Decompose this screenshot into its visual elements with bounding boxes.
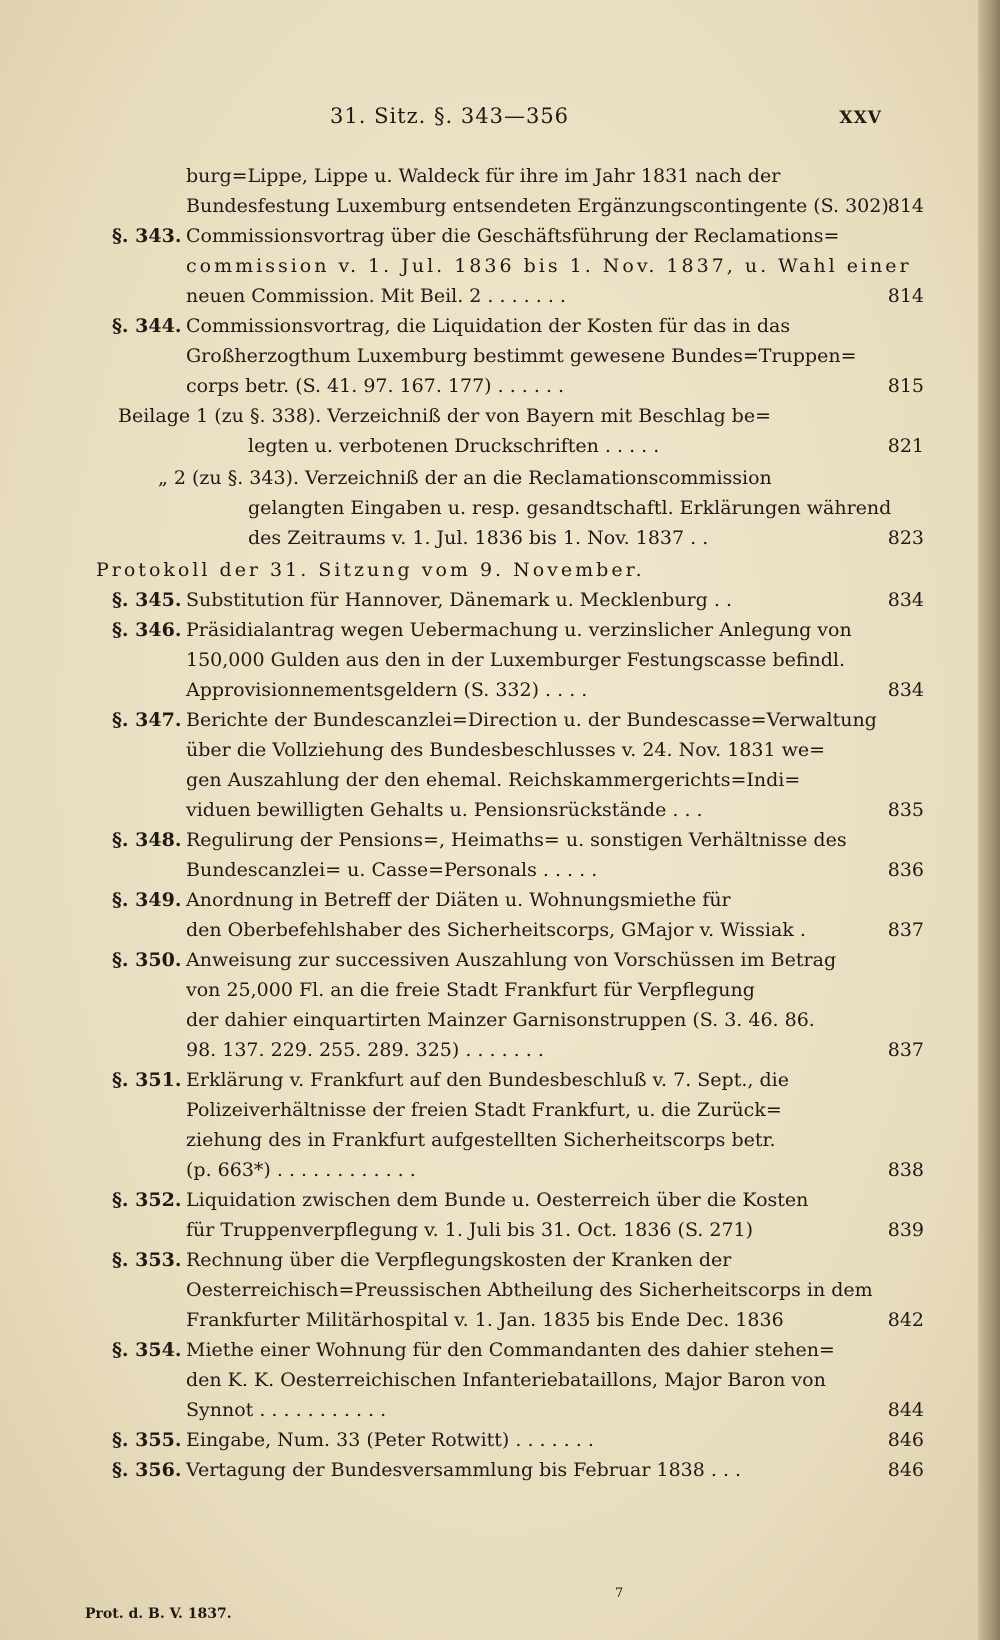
page-number: 815 bbox=[887, 375, 924, 397]
section-number: §. 347. bbox=[112, 709, 182, 731]
entry-text: Bundescanzlei= u. Casse=Personals . . . . . bbox=[186, 859, 598, 881]
entry-text: Approvisionnementsgeldern (S. 332) . . . . bbox=[186, 679, 588, 701]
entry-text: Protokoll der 31. Sitzung vom 9. November. bbox=[96, 559, 645, 581]
page-number: 835 bbox=[887, 799, 924, 821]
entry-text: Vertagung der Bundesversammlung bis Februar 1838 . . . bbox=[186, 1459, 742, 1481]
page-number: 837 bbox=[887, 919, 924, 941]
page-number: 842 bbox=[887, 1309, 924, 1331]
entry-text: Erklärung v. Frankfurt auf den Bundesbeschluß v. 7. Sept., die bbox=[186, 1069, 789, 1091]
entry-text: Synnot . . . . . . . . . . . bbox=[186, 1399, 387, 1421]
entry-text: Regulirung der Pensions=, Heimaths= u. sonstigen Verhältnisse des bbox=[186, 829, 847, 851]
page-number: 846 bbox=[887, 1459, 924, 1481]
running-header bbox=[0, 104, 1000, 136]
entry-text: über die Vollziehung des Bundesbeschlusses v. 24. Nov. 1831 we= bbox=[186, 739, 826, 761]
section-number: §. 356. bbox=[112, 1459, 182, 1481]
entry-text: (p. 663*) . . . . . . . . . . . . bbox=[186, 1159, 416, 1181]
page-number: 834 bbox=[887, 679, 924, 701]
page-number: 823 bbox=[887, 527, 924, 549]
section-number: §. 349. bbox=[112, 889, 182, 911]
entry-text: Großherzogthum Luxemburg bestimmt gewesene Bundes=Truppen= bbox=[186, 345, 857, 367]
entry-text: 150,000 Gulden aus den in der Luxemburger Festungscasse befindl. bbox=[186, 649, 846, 671]
entry-text: corps betr. (S. 41. 97. 167. 177) . . . . . . bbox=[186, 375, 565, 397]
entry-text: 98. 137. 229. 255. 289. 325) . . . . . . . bbox=[186, 1039, 544, 1061]
section-number: §. 355. bbox=[112, 1429, 182, 1451]
section-number: §. 353. bbox=[112, 1249, 182, 1271]
entry-text: neuen Commission. Mit Beil. 2 . . . . . . . bbox=[186, 285, 566, 307]
entry-text: burg=Lippe, Lippe u. Waldeck für ihre im Jahr 1831 nach der bbox=[186, 165, 781, 187]
section-number: §. 351. bbox=[112, 1069, 182, 1091]
entry-text: Substitution für Hannover, Dänemark u. Mecklenburg . . bbox=[186, 589, 732, 611]
entry-text: Commissionsvortrag über die Geschäftsführung der Reclamations= bbox=[186, 225, 840, 247]
entry-text: „ 2 (zu §. 343). Verzeichniß der an die Reclamationscommission bbox=[158, 467, 772, 489]
entry-text: der dahier einquartirten Mainzer Garnisonstruppen (S. 3. 46. 86. bbox=[186, 1009, 815, 1031]
page-number: 839 bbox=[887, 1219, 924, 1241]
page-number: 846 bbox=[887, 1429, 924, 1451]
entry-text: Frankfurter Militärhospital v. 1. Jan. 1835 bis Ende Dec. 1836 bbox=[186, 1309, 784, 1331]
entry-text: Oesterreichisch=Preussischen Abtheilung des Sicherheitscorps in dem bbox=[186, 1279, 873, 1301]
entry-text: Berichte der Bundescanzlei=Direction u. der Bundescasse=Verwaltung bbox=[186, 709, 877, 731]
entry-text: Beilage 1 (zu §. 338). Verzeichniß der von Bayern mit Beschlag be= bbox=[118, 405, 771, 427]
section-number: §. 352. bbox=[112, 1189, 182, 1211]
section-number: §. 350. bbox=[112, 949, 182, 971]
entry-text: Miethe einer Wohnung für den Commandanten des dahier stehen= bbox=[186, 1339, 835, 1361]
page-number: 836 bbox=[887, 859, 924, 881]
footer-note: Prot. d. B. V. 1837. bbox=[85, 1606, 232, 1622]
entry-text: legten u. verbotenen Druckschriften . . . . . bbox=[248, 435, 660, 457]
page-roman-numeral: XXV bbox=[839, 108, 882, 128]
entry-text: commission v. 1. Jul. 1836 bis 1. Nov. 1837, u. Wahl einer bbox=[186, 255, 912, 277]
page-number: 844 bbox=[887, 1399, 924, 1421]
entry-text: des Zeitraums v. 1. Jul. 1836 bis 1. Nov. 1837 . . bbox=[248, 527, 709, 549]
section-number: §. 348. bbox=[112, 829, 182, 851]
entry-text: den Oberbefehlshaber des Sicherheitscorps, GMajor v. Wissiak . bbox=[186, 919, 806, 941]
entry-text: gelangten Eingaben u. resp. gesandtschaftl. Erklärungen während bbox=[248, 497, 892, 519]
section-number: §. 346. bbox=[112, 619, 182, 641]
entry-text: viduen bewilligten Gehalts u. Pensionsrückstände . . . bbox=[186, 799, 703, 821]
entry-text: ziehung des in Frankfurt aufgestellten Sicherheitscorps betr. bbox=[186, 1129, 776, 1151]
header-title: 31. Sitz. §. 343—356 bbox=[330, 104, 570, 128]
entry-text: von 25,000 Fl. an die freie Stadt Frankfurt für Verpflegung bbox=[186, 979, 755, 1001]
page-number: 814 bbox=[887, 195, 924, 217]
entry-text: den K. K. Oesterreichischen Infanteriebataillons, Major Baron von bbox=[186, 1369, 826, 1391]
signature-mark: 7 bbox=[615, 1586, 624, 1601]
section-number: §. 344. bbox=[112, 315, 182, 337]
section-number: §. 354. bbox=[112, 1339, 182, 1361]
entry-text: Liquidation zwischen dem Bunde u. Oesterreich über die Kosten bbox=[186, 1189, 809, 1211]
entry-text: Anordnung in Betreff der Diäten u. Wohnungsmiethe für bbox=[186, 889, 731, 911]
entry-text: Präsidialantrag wegen Uebermachung u. verzinslicher Anlegung von bbox=[186, 619, 852, 641]
page-number: 834 bbox=[887, 589, 924, 611]
page-number: 821 bbox=[887, 435, 924, 457]
entry-text: Anweisung zur successiven Auszahlung von Vorschüssen im Betrag bbox=[186, 949, 837, 971]
entry-text: für Truppenverpflegung v. 1. Juli bis 31. Oct. 1836 (S. 271) bbox=[186, 1219, 754, 1241]
page-number: 837 bbox=[887, 1039, 924, 1061]
entry-text: Polizeiverhältnisse der freien Stadt Frankfurt, u. die Zurück= bbox=[186, 1099, 782, 1121]
section-number: §. 343. bbox=[112, 225, 182, 247]
entry-text: Rechnung über die Verpflegungskosten der Kranken der bbox=[186, 1249, 732, 1271]
entry-text: Eingabe, Num. 33 (Peter Rotwitt) . . . . . . . bbox=[186, 1429, 594, 1451]
entry-text: Commissionsvortrag, die Liquidation der Kosten für das in das bbox=[186, 315, 791, 337]
page-number: 838 bbox=[887, 1159, 924, 1181]
section-number: §. 345. bbox=[112, 589, 182, 611]
page-edge-shadow bbox=[978, 0, 1000, 1640]
page-number: 814 bbox=[887, 285, 924, 307]
entry-text: gen Auszahlung der den ehemal. Reichskammergerichts=Indi= bbox=[186, 769, 801, 791]
entry-text: Bundesfestung Luxemburg entsendeten Ergänzungscontingente (S. 302) bbox=[186, 195, 889, 217]
